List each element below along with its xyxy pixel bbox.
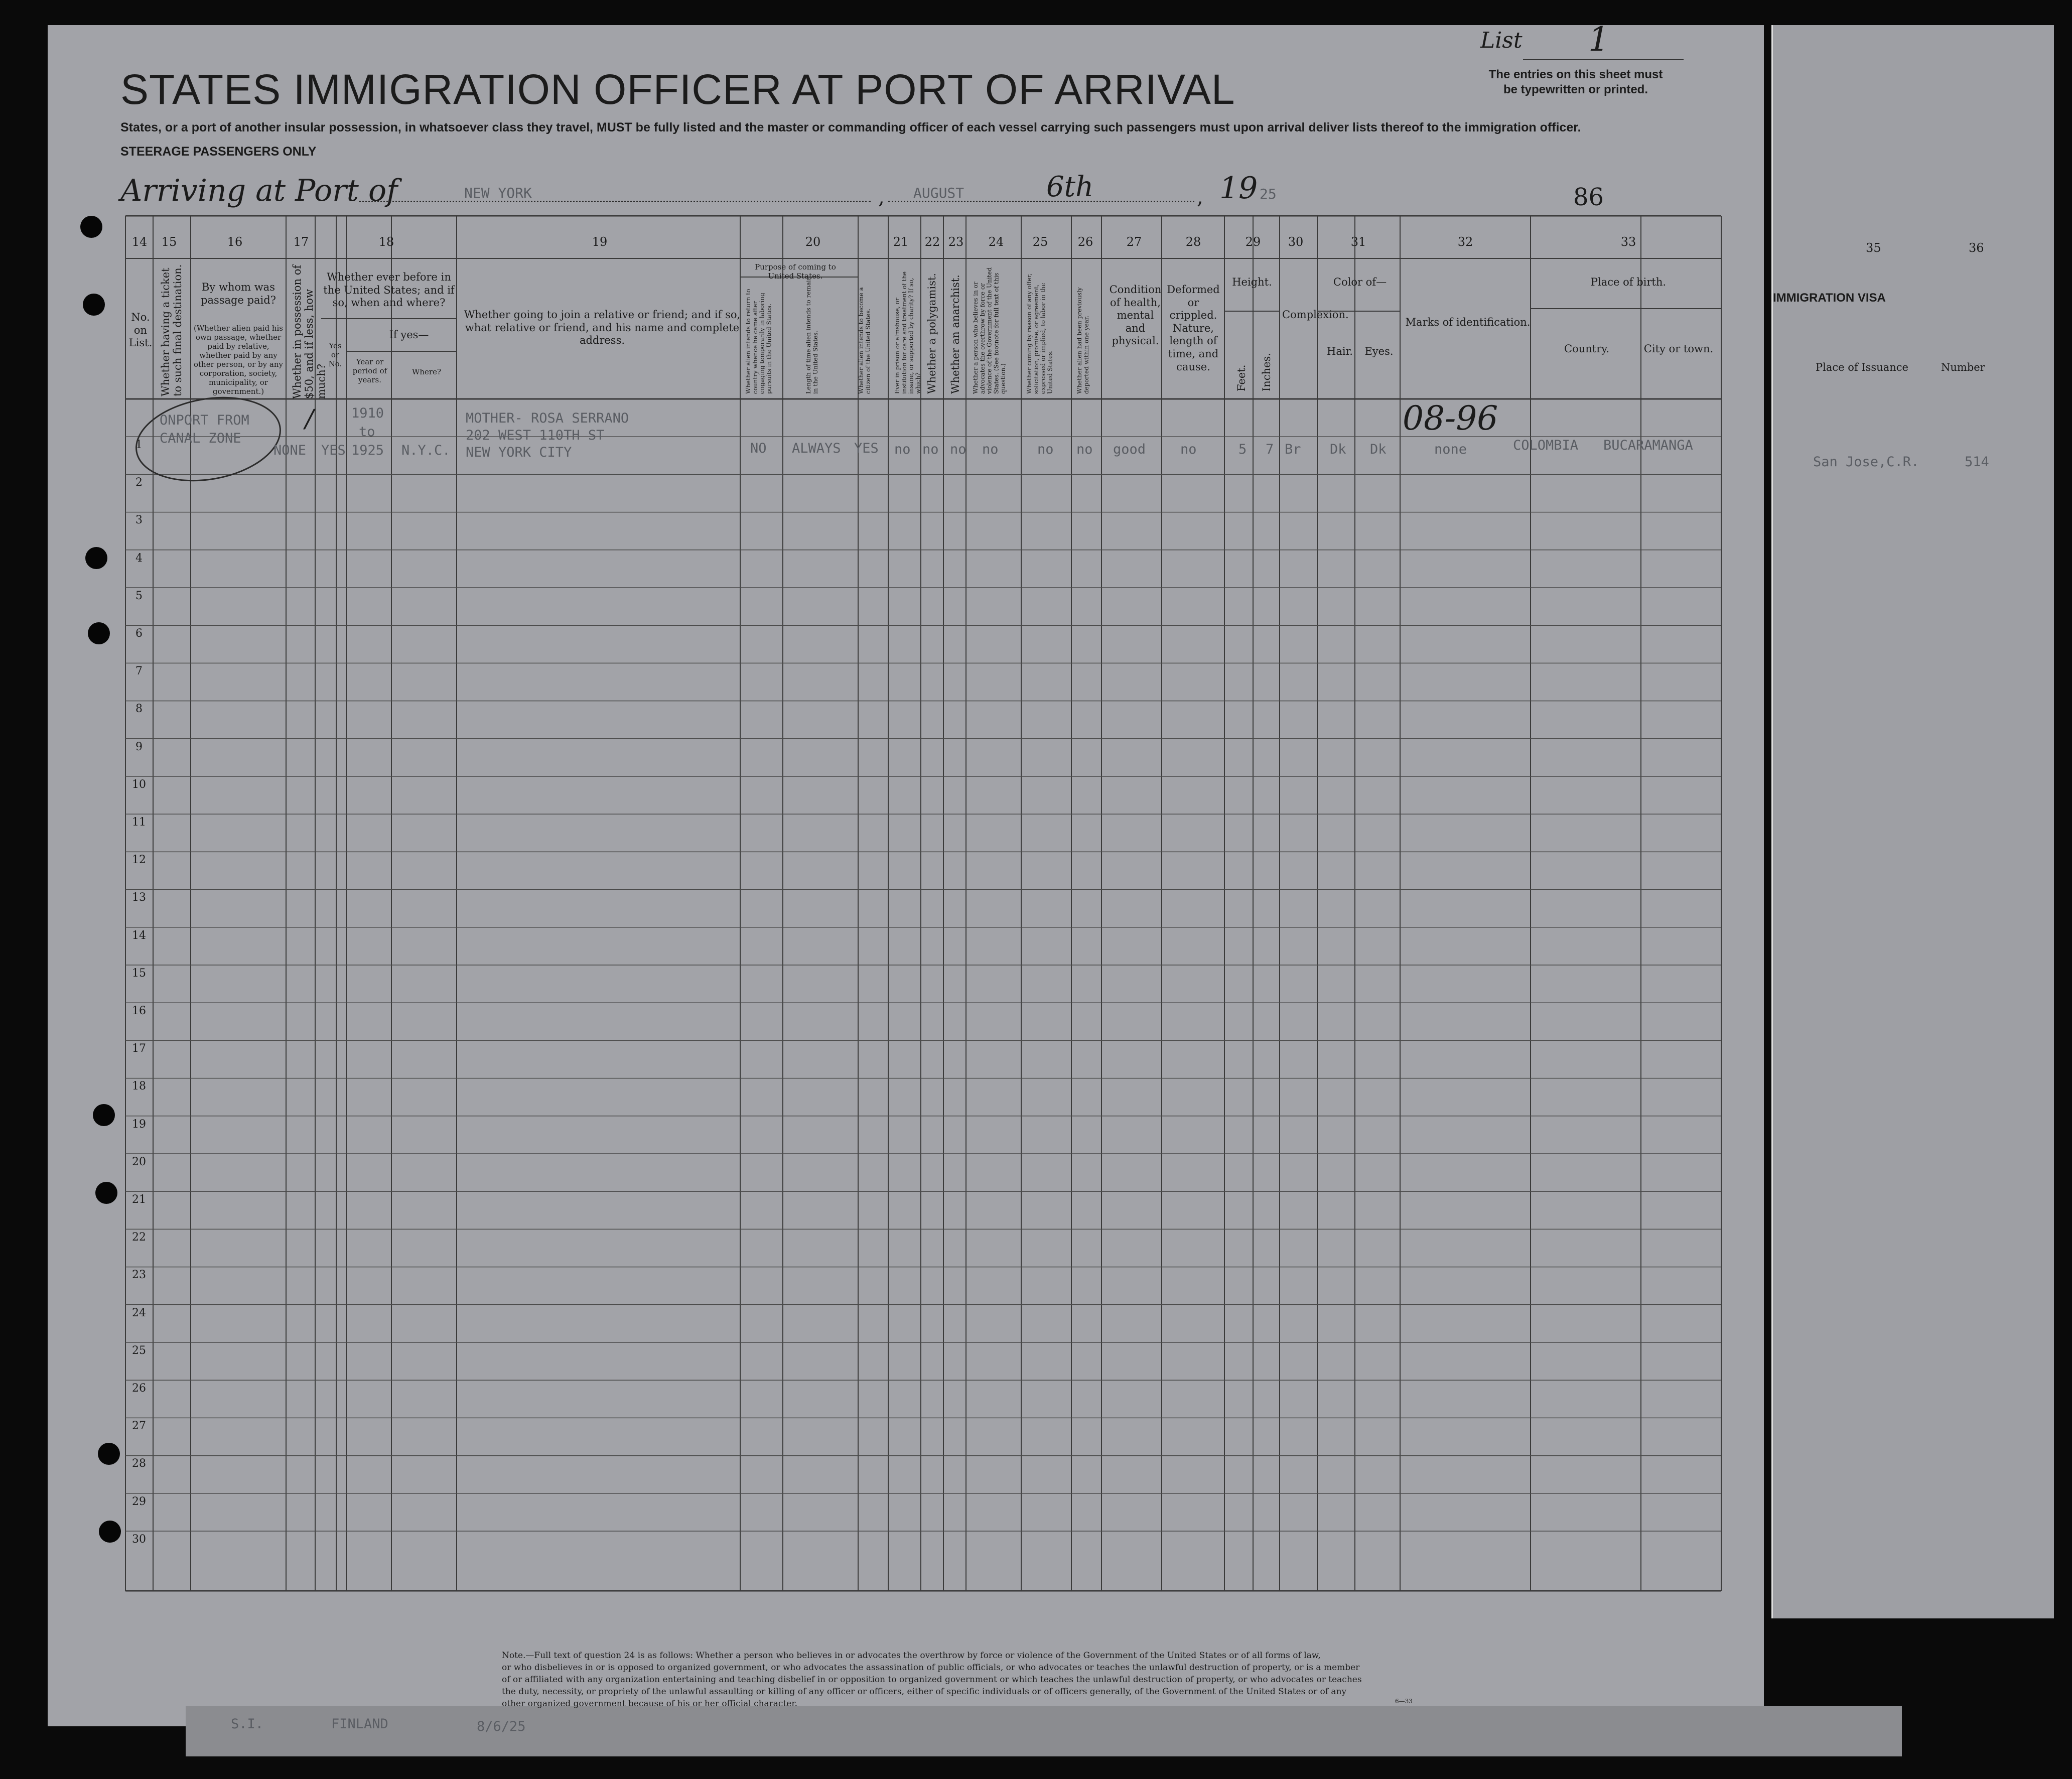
column-number: 18	[378, 235, 394, 249]
header-before-in-us: Whether ever before in the United States; and if so, when and where?	[323, 271, 455, 309]
row-number: 18	[132, 1080, 146, 1093]
arrival-month: AUGUST	[913, 185, 964, 201]
sheet-instructions-1: The entries on this sheet must	[1488, 68, 1663, 81]
column-number: 30	[1288, 235, 1304, 249]
page-subtitle: States, or a port of another insular possession, in whatsoever class they travel, MUST be fully listed and the master or commanding officer of each vessel carrying such passengers must upon arrival deliver lists thereof to the immigration officer.	[120, 120, 1581, 134]
header-overthrow: Whether a person who believes in or advocates the overthrow by force or violence of the Government of the United States. (See footnote for full text of this question.)	[972, 267, 1007, 394]
header-eyes: Eyes.	[1364, 345, 1394, 357]
entry-feet: 5	[1238, 442, 1247, 457]
column-number: 29	[1245, 235, 1261, 249]
header-where: Where?	[411, 367, 442, 376]
header-if-yes: If yes—	[389, 329, 429, 341]
list-rule	[1523, 59, 1684, 60]
column-number: 17	[293, 235, 309, 249]
punch-hole	[99, 1521, 121, 1543]
row-number: 24	[132, 1306, 146, 1319]
entry-years-3: 1925	[351, 443, 384, 458]
entry-years-1: 1910	[351, 405, 384, 421]
punch-hole	[93, 1104, 115, 1126]
header-feet: Feet.	[1235, 364, 1248, 391]
row-number: 21	[132, 1193, 146, 1206]
entry-ticket-2: CANAL ZONE	[160, 431, 241, 446]
sheet-instructions-2: be typewritten or printed.	[1503, 83, 1648, 96]
entry-complexion: Br	[1285, 442, 1301, 457]
entry-paid-by: NONE	[273, 443, 307, 458]
header-money: Whether in possession of $50, and if less, how much?	[291, 264, 328, 399]
row-number: 8	[135, 703, 143, 716]
col-35-number: 35	[1866, 241, 1881, 255]
entry-money: /	[305, 404, 314, 433]
list-label: List	[1480, 28, 1523, 53]
arrival-port: NEW YORK	[464, 185, 532, 201]
header-ticket: Whether having a ticket to such final destination.	[160, 264, 184, 396]
entry-circle-mark	[125, 391, 296, 492]
row-number: 10	[132, 778, 146, 791]
strip-code: S.I.	[231, 1716, 264, 1732]
entry-deformed: no	[1180, 442, 1197, 457]
header-city: City or town.	[1643, 343, 1714, 355]
header-prison: Ever in prison or almshouse, or institution for care and treatment of the insane, or supported by charity? If so, which?	[894, 271, 922, 394]
header-inches: Inches.	[1261, 353, 1273, 391]
header-passage-note: (Whether alien paid his own passage, whether paid by relative, whether paid by any other person, or by any corporation, society, municipality, or government.)	[193, 324, 284, 396]
header-relative: Whether going to join a relative or friend; and if so, what relative or friend, and his name and complete address.	[464, 309, 741, 347]
entry-length: ALWAYS	[792, 441, 841, 456]
comma-2: ,	[1197, 186, 1203, 209]
row-number: 13	[132, 891, 146, 904]
year-suffix: 25	[1260, 186, 1277, 202]
footnote-line: the duty, necessity, or propriety of the unlawful assaulting or killing of any officer or officers, either of specific individuals or of officers generally, of the Government of the United States or of any	[502, 1687, 1347, 1697]
header-offer: Whether coming by reason of any offer, solicitation, promise, or agreement, expressed or implied, to labor in the United States.	[1026, 273, 1054, 394]
entry-annotation: 08-96	[1403, 399, 1498, 438]
col-36-number: 36	[1969, 241, 1984, 255]
header-anarchist: Whether an anarchist.	[949, 275, 961, 394]
footnote-line: Note.—Full text of question 24 is as follows: Whether a person who believes in or advocates the overthrow by force or violence of the Government of the United States or of all forms of law,	[502, 1651, 1321, 1661]
entry-eyes: Dk	[1370, 442, 1387, 457]
punch-hole	[83, 294, 105, 316]
header-polygamist: Whether a polygamist.	[926, 273, 938, 394]
header-purpose-citizen: Whether alien intends to become a citizen of the United States.	[858, 287, 872, 394]
column-number: 32	[1457, 235, 1473, 249]
column-number: 22	[924, 235, 940, 249]
column-number: 15	[161, 235, 177, 249]
column-number: 33	[1620, 235, 1636, 249]
column-number: 14	[131, 235, 148, 249]
entry-hair: Dk	[1330, 442, 1346, 457]
header-health: Condition of health, mental and physical.	[1109, 284, 1162, 347]
strip-country: FINLAND	[331, 1716, 388, 1732]
arrival-day: 6th	[1046, 171, 1094, 203]
row-number: 16	[132, 1005, 146, 1017]
entry-deported: no	[1076, 442, 1093, 457]
row-number: 12	[132, 854, 146, 867]
arriving-label: Arriving at Port of	[120, 173, 398, 208]
header-place-of-birth: Place of birth.	[1590, 276, 1667, 288]
column-number: 16	[227, 235, 243, 249]
row-number: 30	[132, 1533, 146, 1546]
row-number: 23	[132, 1269, 146, 1282]
punch-hole	[80, 216, 102, 238]
row-number: 4	[135, 552, 143, 565]
entry-ticket-1: ONPORT FROM	[160, 413, 249, 428]
header-passage-paid: By whom was passage paid?	[201, 281, 276, 306]
entry-relative-2: 202 WEST 110TH ST	[466, 428, 605, 443]
year-prefix: 19	[1219, 171, 1258, 206]
column-number: 20	[805, 235, 821, 249]
row-number: 11	[132, 816, 146, 829]
header-country: Country.	[1564, 343, 1609, 355]
entry-relative-1: MOTHER- ROSA SERRANO	[466, 410, 629, 426]
entry-return: NO	[750, 441, 767, 456]
column-number: 23	[948, 235, 964, 249]
punch-hole	[98, 1443, 120, 1465]
row-number: 7	[135, 665, 143, 678]
column-number: 26	[1077, 235, 1093, 249]
row-number: 14	[132, 929, 146, 942]
entry-overthrow: no	[982, 442, 999, 457]
column-number: 31	[1350, 235, 1366, 249]
entry-city: BUCARAMANGA	[1603, 438, 1693, 453]
visa-number-value: 514	[1965, 454, 1989, 470]
row-number: 28	[132, 1457, 146, 1470]
row-number: 20	[132, 1155, 146, 1168]
entry-relative-3: NEW YORK CITY	[466, 445, 572, 460]
header-purpose-return: Whether alien intends to return to country whence he came after engaging temporarily in laboring pursuits in the United States.	[745, 289, 773, 394]
row-number: 27	[132, 1420, 146, 1433]
header-complexion: Complexion.	[1282, 309, 1349, 321]
entry-citizen: YES	[854, 441, 879, 456]
entry-polygamist: no	[922, 442, 939, 457]
entry-anarchist: no	[950, 442, 966, 457]
column-number: 19	[592, 235, 608, 249]
entry-before-where: N.Y.C.	[401, 443, 451, 458]
row-number: 5	[135, 589, 143, 602]
page-title: STATES IMMIGRATION OFFICER AT PORT OF ARRIVAL	[120, 66, 1235, 113]
visa-title: IMMIGRATION VISA	[1773, 291, 1886, 305]
row-number: 3	[135, 514, 143, 527]
page-number: 86	[1573, 183, 1604, 211]
entry-prison: no	[894, 442, 911, 457]
header-hair: Hair.	[1327, 345, 1353, 357]
footnote-line: of or affiliated with any organization entertaining and teaching disbelief in or opposition to organized government or which teaches the unlawful destruction of property, or who advocates or teaches	[502, 1675, 1362, 1685]
entry-inches: 7	[1266, 442, 1274, 457]
header-marks: Marks of identification.	[1405, 316, 1531, 328]
header-deformed: Deformed or crippled. Nature, length of time, and cause.	[1167, 284, 1220, 373]
header-period: Year or period of years.	[352, 357, 387, 384]
column-number: 28	[1185, 235, 1201, 249]
row-number: 29	[132, 1495, 146, 1508]
entry-marks: none	[1434, 442, 1467, 457]
row-number: 1	[135, 439, 143, 451]
row-number: 6	[135, 627, 143, 640]
row-number: 2	[135, 476, 143, 489]
row-number: 15	[132, 967, 146, 980]
header-yes-no: Yes or No.	[328, 341, 342, 368]
column-number: 21	[893, 235, 909, 249]
column-number: 24	[988, 235, 1004, 249]
entry-health: good	[1113, 442, 1146, 457]
column-number: 25	[1032, 235, 1048, 249]
row-number: 22	[132, 1231, 146, 1244]
row-number: 26	[132, 1382, 146, 1395]
footnote-line: or who disbelieves in or is opposed to organized government, or who advocates the assassination of public officials, or who advocates or teaches the unlawful destruction of property, or is a member	[502, 1663, 1360, 1673]
header-purpose: Purpose of coming to United States.	[755, 262, 836, 281]
header-height: Height.	[1232, 276, 1272, 288]
row-number: 19	[132, 1118, 146, 1131]
place-of-issuance-value: San Jose,C.R.	[1813, 454, 1919, 470]
comma-1: ,	[878, 186, 885, 209]
steerage-note: STEERAGE PASSENGERS ONLY	[120, 145, 317, 159]
punch-hole	[85, 547, 107, 569]
entry-before-yes: YES	[321, 443, 346, 458]
list-number: 1	[1588, 20, 1609, 59]
punch-hole	[95, 1182, 117, 1204]
place-of-issuance-header: Place of Issuance	[1816, 361, 1908, 373]
port-rule	[359, 201, 871, 202]
punch-hole	[88, 622, 110, 644]
header-purpose-length: Length of time alien intends to remain in the United States.	[805, 276, 819, 394]
row-number: 17	[132, 1042, 146, 1055]
entry-offer: no	[1037, 442, 1054, 457]
row-number: 25	[132, 1344, 146, 1357]
entry-country: COLOMBIA	[1513, 438, 1579, 453]
strip-date: 8/6/25	[477, 1719, 526, 1734]
number-header: Number	[1941, 361, 1985, 373]
header-no-on-list: No. on List.	[128, 311, 153, 349]
form-mark: 6—33	[1395, 1698, 1413, 1705]
entry-years-2: to	[359, 424, 375, 440]
footnote-line: other organized government because of his or her official character.	[502, 1699, 798, 1709]
header-color-of: Color of—	[1333, 276, 1387, 288]
column-number: 27	[1126, 235, 1142, 249]
header-deported: Whether alien had been previously deported within one year.	[1076, 287, 1090, 394]
row-number: 9	[135, 740, 143, 753]
